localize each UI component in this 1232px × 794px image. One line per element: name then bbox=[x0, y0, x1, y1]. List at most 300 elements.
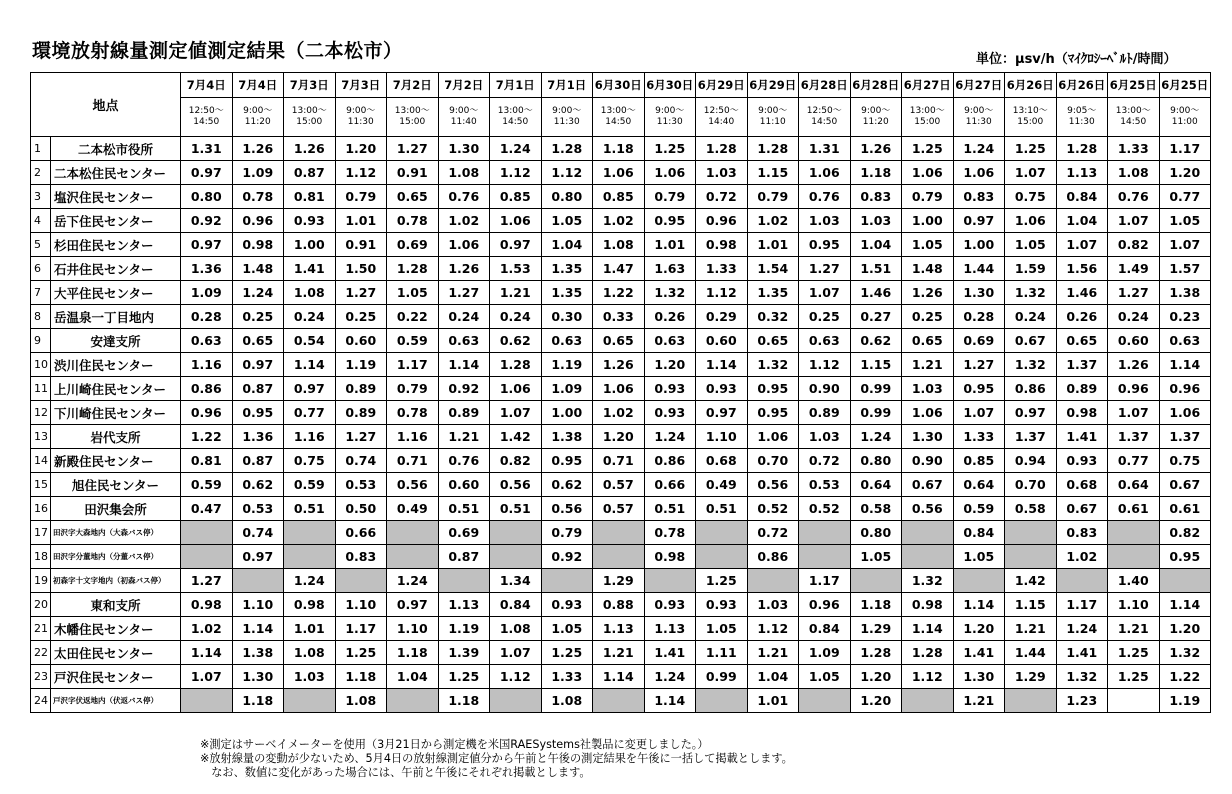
dose-value: 0.78 bbox=[232, 185, 284, 209]
dose-value: 0.68 bbox=[1056, 473, 1108, 497]
dose-value: 0.56 bbox=[387, 473, 439, 497]
dose-value: 1.59 bbox=[1005, 257, 1057, 281]
time-end: 15:00 bbox=[1017, 117, 1044, 127]
dose-value: 0.57 bbox=[593, 497, 645, 521]
location-name: 戸沢住民センター bbox=[51, 665, 181, 689]
dose-value: 1.02 bbox=[747, 209, 799, 233]
dose-value: 0.96 bbox=[232, 209, 284, 233]
dose-value: 0.65 bbox=[747, 329, 799, 353]
dose-value: 0.71 bbox=[593, 449, 645, 473]
dose-value: 0.92 bbox=[438, 377, 490, 401]
dose-value: 1.14 bbox=[232, 617, 284, 641]
point-header: 地点 bbox=[31, 73, 181, 137]
dose-value: 1.21 bbox=[902, 353, 954, 377]
dose-value: 1.12 bbox=[902, 665, 954, 689]
dose-value: 1.01 bbox=[644, 233, 696, 257]
dose-value: 1.25 bbox=[1005, 137, 1057, 161]
dose-value bbox=[1005, 689, 1057, 713]
dose-value: 1.16 bbox=[181, 353, 233, 377]
dose-value: 1.41 bbox=[644, 641, 696, 665]
dose-value: 0.97 bbox=[232, 353, 284, 377]
location-name: 岳下住民センター bbox=[51, 209, 181, 233]
dose-value: 1.07 bbox=[490, 641, 542, 665]
dose-value: 0.72 bbox=[747, 521, 799, 545]
time-start: 9:00～ bbox=[758, 106, 788, 116]
dose-value: 0.79 bbox=[747, 185, 799, 209]
dose-value bbox=[799, 545, 851, 569]
dose-value: 1.06 bbox=[593, 161, 645, 185]
dose-value: 0.96 bbox=[1159, 377, 1211, 401]
dose-value: 1.42 bbox=[490, 425, 542, 449]
dose-value bbox=[284, 521, 336, 545]
dose-value: 1.24 bbox=[644, 665, 696, 689]
dose-value: 0.58 bbox=[850, 497, 902, 521]
dose-value: 1.09 bbox=[181, 281, 233, 305]
dose-value: 0.30 bbox=[541, 305, 593, 329]
dose-value: 0.33 bbox=[593, 305, 645, 329]
dose-value: 1.12 bbox=[490, 665, 542, 689]
dose-value: 0.74 bbox=[335, 449, 387, 473]
dose-value: 1.03 bbox=[284, 665, 336, 689]
row-number: 6 bbox=[31, 257, 51, 281]
dose-value: 1.23 bbox=[1056, 689, 1108, 713]
time-header bbox=[644, 98, 696, 137]
dose-value: 1.14 bbox=[1159, 353, 1211, 377]
dose-value: 1.08 bbox=[1108, 161, 1160, 185]
dose-value: 0.24 bbox=[438, 305, 490, 329]
dose-value: 0.72 bbox=[696, 185, 748, 209]
dose-value: 1.20 bbox=[1159, 617, 1211, 641]
dose-value: 1.41 bbox=[1056, 641, 1108, 665]
dose-value: 1.26 bbox=[1108, 353, 1160, 377]
date-header: 7月4日 bbox=[232, 73, 284, 98]
dose-value: 1.32 bbox=[1005, 281, 1057, 305]
dose-value: 1.27 bbox=[953, 353, 1005, 377]
dose-value: 0.67 bbox=[902, 473, 954, 497]
dose-value: 0.59 bbox=[387, 329, 439, 353]
dose-value bbox=[541, 569, 593, 593]
dose-value bbox=[438, 569, 490, 593]
dose-value: 1.07 bbox=[1159, 233, 1211, 257]
dose-value: 1.21 bbox=[490, 281, 542, 305]
notes bbox=[200, 738, 793, 780]
dose-value: 0.79 bbox=[335, 185, 387, 209]
dose-value: 0.26 bbox=[1056, 305, 1108, 329]
time-end: 11:40 bbox=[450, 117, 477, 127]
dose-value: 0.71 bbox=[387, 449, 439, 473]
dose-value: 0.62 bbox=[541, 473, 593, 497]
dose-value: 0.86 bbox=[747, 545, 799, 569]
dose-value: 1.27 bbox=[799, 257, 851, 281]
dose-value: 0.59 bbox=[181, 473, 233, 497]
dose-value: 1.20 bbox=[335, 137, 387, 161]
table-row bbox=[31, 161, 1211, 185]
dose-value: 1.07 bbox=[490, 401, 542, 425]
dose-value: 0.82 bbox=[1108, 233, 1160, 257]
dose-value: 1.20 bbox=[593, 425, 645, 449]
time-header bbox=[438, 98, 490, 137]
time-header bbox=[799, 98, 851, 137]
dose-value: 1.30 bbox=[232, 665, 284, 689]
dose-value: 1.15 bbox=[850, 353, 902, 377]
date-header: 7月1日 bbox=[490, 73, 542, 98]
dose-value: 0.80 bbox=[541, 185, 593, 209]
dose-value: 1.37 bbox=[1005, 425, 1057, 449]
dose-value: 0.83 bbox=[335, 545, 387, 569]
dose-value: 1.54 bbox=[747, 257, 799, 281]
dose-value bbox=[696, 521, 748, 545]
dose-value: 0.93 bbox=[644, 377, 696, 401]
dose-value: 0.98 bbox=[181, 593, 233, 617]
row-number: 5 bbox=[31, 233, 51, 257]
dose-value: 1.26 bbox=[850, 137, 902, 161]
dose-value: 1.00 bbox=[541, 401, 593, 425]
dose-value: 1.24 bbox=[490, 137, 542, 161]
dose-value: 1.46 bbox=[850, 281, 902, 305]
dose-value: 1.06 bbox=[902, 161, 954, 185]
dose-value: 1.10 bbox=[1108, 593, 1160, 617]
dose-value: 0.60 bbox=[438, 473, 490, 497]
dose-value: 1.05 bbox=[850, 545, 902, 569]
dose-value: 1.28 bbox=[541, 137, 593, 161]
table-row bbox=[31, 281, 1211, 305]
dose-value: 1.08 bbox=[541, 689, 593, 713]
dose-value bbox=[644, 569, 696, 593]
dose-value: 0.27 bbox=[850, 305, 902, 329]
time-start: 13:10～ bbox=[1012, 106, 1048, 116]
dose-value: 1.53 bbox=[490, 257, 542, 281]
dose-value: 0.97 bbox=[387, 593, 439, 617]
dose-value: 0.76 bbox=[438, 449, 490, 473]
dose-value: 0.56 bbox=[541, 497, 593, 521]
dose-value: 1.38 bbox=[541, 425, 593, 449]
date-header: 6月30日 bbox=[593, 73, 645, 98]
row-number: 23 bbox=[31, 665, 51, 689]
dose-value: 1.01 bbox=[747, 233, 799, 257]
dose-value: 1.13 bbox=[644, 617, 696, 641]
location-name: 太田住民センター bbox=[51, 641, 181, 665]
dose-value: 0.49 bbox=[387, 497, 439, 521]
dose-value: 1.06 bbox=[1159, 401, 1211, 425]
dose-value: 1.47 bbox=[593, 257, 645, 281]
dose-value: 1.13 bbox=[593, 617, 645, 641]
location-name: 大平住民センター bbox=[51, 281, 181, 305]
time-end: 14:50 bbox=[605, 117, 632, 127]
dose-value: 0.93 bbox=[1056, 449, 1108, 473]
table-row bbox=[31, 665, 1211, 689]
dose-value: 1.22 bbox=[1159, 665, 1211, 689]
measurement-table bbox=[30, 72, 1211, 713]
time-header bbox=[1005, 98, 1057, 137]
dose-value: 0.98 bbox=[284, 593, 336, 617]
time-header bbox=[284, 98, 336, 137]
dose-value: 1.21 bbox=[953, 689, 1005, 713]
row-number: 13 bbox=[31, 425, 51, 449]
dose-value: 0.89 bbox=[438, 401, 490, 425]
dose-value: 1.18 bbox=[232, 689, 284, 713]
dose-value: 1.20 bbox=[644, 353, 696, 377]
dose-value: 1.05 bbox=[387, 281, 439, 305]
dose-value: 1.08 bbox=[284, 281, 336, 305]
dose-value: 0.95 bbox=[1159, 545, 1211, 569]
dose-value: 1.04 bbox=[850, 233, 902, 257]
dose-value: 1.33 bbox=[696, 257, 748, 281]
dose-value: 0.52 bbox=[799, 497, 851, 521]
dose-value bbox=[696, 545, 748, 569]
dose-value: 1.26 bbox=[902, 281, 954, 305]
date-header: 7月3日 bbox=[335, 73, 387, 98]
dose-value bbox=[593, 689, 645, 713]
time-start: 9:00～ bbox=[346, 106, 376, 116]
location-name: 二本松市役所 bbox=[51, 137, 181, 161]
dose-value: 0.24 bbox=[1005, 305, 1057, 329]
dose-value: 0.96 bbox=[1108, 377, 1160, 401]
time-start: 9:00～ bbox=[449, 106, 479, 116]
dose-value: 1.14 bbox=[644, 689, 696, 713]
row-number: 3 bbox=[31, 185, 51, 209]
dose-value: 0.84 bbox=[953, 521, 1005, 545]
dose-value: 0.25 bbox=[799, 305, 851, 329]
dose-value: 1.04 bbox=[541, 233, 593, 257]
dose-value: 1.42 bbox=[1005, 569, 1057, 593]
date-header: 7月4日 bbox=[181, 73, 233, 98]
dose-value bbox=[799, 689, 851, 713]
dose-value: 1.08 bbox=[593, 233, 645, 257]
time-start: 13:00～ bbox=[291, 106, 327, 116]
table-row bbox=[31, 497, 1211, 521]
dose-value: 1.12 bbox=[541, 161, 593, 185]
dose-value: 0.77 bbox=[284, 401, 336, 425]
table-row bbox=[31, 425, 1211, 449]
dose-value: 0.67 bbox=[1005, 329, 1057, 353]
row-number: 7 bbox=[31, 281, 51, 305]
dose-value: 1.28 bbox=[1056, 137, 1108, 161]
time-header bbox=[181, 98, 233, 137]
dose-value: 1.12 bbox=[696, 281, 748, 305]
dose-value: 1.38 bbox=[232, 641, 284, 665]
dose-value bbox=[284, 689, 336, 713]
dose-value: 0.96 bbox=[799, 593, 851, 617]
table-row bbox=[31, 545, 1211, 569]
dose-value: 0.95 bbox=[799, 233, 851, 257]
dose-value: 0.87 bbox=[284, 161, 336, 185]
dose-value: 1.19 bbox=[335, 353, 387, 377]
dose-value: 1.11 bbox=[696, 641, 748, 665]
dose-value: 1.14 bbox=[902, 617, 954, 641]
dose-value: 1.40 bbox=[1108, 569, 1160, 593]
dose-value: 1.10 bbox=[387, 617, 439, 641]
dose-value: 1.04 bbox=[387, 665, 439, 689]
dose-value: 1.35 bbox=[541, 257, 593, 281]
dose-value: 1.25 bbox=[696, 569, 748, 593]
dose-value: 1.27 bbox=[335, 281, 387, 305]
table-row bbox=[31, 617, 1211, 641]
dose-value: 1.25 bbox=[902, 137, 954, 161]
dose-value bbox=[181, 521, 233, 545]
dose-value: 0.95 bbox=[953, 377, 1005, 401]
dose-value: 0.95 bbox=[232, 401, 284, 425]
dose-value: 0.85 bbox=[490, 185, 542, 209]
time-header bbox=[1108, 98, 1160, 137]
table-row bbox=[31, 353, 1211, 377]
dose-value: 1.20 bbox=[850, 689, 902, 713]
time-start: 12:50～ bbox=[703, 106, 739, 116]
row-number: 14 bbox=[31, 449, 51, 473]
row-number: 10 bbox=[31, 353, 51, 377]
date-header: 6月27日 bbox=[953, 73, 1005, 98]
dose-value: 1.50 bbox=[335, 257, 387, 281]
dose-value: 0.60 bbox=[696, 329, 748, 353]
dose-value: 1.30 bbox=[953, 665, 1005, 689]
dose-value: 0.97 bbox=[181, 161, 233, 185]
dose-value: 1.12 bbox=[490, 161, 542, 185]
dose-value: 1.13 bbox=[438, 593, 490, 617]
dose-value: 0.28 bbox=[953, 305, 1005, 329]
dose-value: 0.28 bbox=[181, 305, 233, 329]
dose-value: 0.96 bbox=[181, 401, 233, 425]
time-end: 11:20 bbox=[862, 117, 889, 127]
location-name: 二本松住民センター bbox=[51, 161, 181, 185]
dose-value: 0.99 bbox=[850, 377, 902, 401]
dose-value: 1.09 bbox=[799, 641, 851, 665]
dose-value: 1.30 bbox=[438, 137, 490, 161]
dose-value: 1.27 bbox=[335, 425, 387, 449]
dose-value bbox=[747, 569, 799, 593]
time-end: 11:30 bbox=[347, 117, 374, 127]
dose-value: 1.02 bbox=[181, 617, 233, 641]
dose-value: 1.24 bbox=[850, 425, 902, 449]
dose-value: 1.32 bbox=[1005, 353, 1057, 377]
time-header bbox=[387, 98, 439, 137]
dose-value: 1.41 bbox=[1056, 425, 1108, 449]
dose-value: 1.12 bbox=[747, 617, 799, 641]
dose-value: 1.07 bbox=[1108, 401, 1160, 425]
time-header bbox=[696, 98, 748, 137]
dose-value: 0.51 bbox=[644, 497, 696, 521]
dose-value: 0.65 bbox=[902, 329, 954, 353]
table-row bbox=[31, 257, 1211, 281]
dose-value: 1.28 bbox=[902, 641, 954, 665]
time-end: 15:00 bbox=[399, 117, 426, 127]
time-start: 9:00～ bbox=[243, 106, 273, 116]
dose-value: 0.85 bbox=[593, 185, 645, 209]
time-header bbox=[541, 98, 593, 137]
dose-value: 1.05 bbox=[902, 233, 954, 257]
dose-value: 0.29 bbox=[696, 305, 748, 329]
dose-value bbox=[181, 689, 233, 713]
dose-value: 1.06 bbox=[953, 161, 1005, 185]
time-header bbox=[902, 98, 954, 137]
dose-value: 0.91 bbox=[335, 233, 387, 257]
dose-value: 0.79 bbox=[387, 377, 439, 401]
dose-value: 1.18 bbox=[387, 641, 439, 665]
location-name: 田沢字分董地内（分董バス停） bbox=[51, 545, 181, 569]
dose-value: 1.10 bbox=[335, 593, 387, 617]
dose-value: 1.04 bbox=[1056, 209, 1108, 233]
row-number: 9 bbox=[31, 329, 51, 353]
dose-value: 1.21 bbox=[1108, 617, 1160, 641]
dose-value: 1.05 bbox=[799, 665, 851, 689]
dose-value: 1.12 bbox=[799, 353, 851, 377]
dose-value bbox=[593, 521, 645, 545]
dose-value: 0.74 bbox=[232, 521, 284, 545]
dose-value: 1.09 bbox=[541, 377, 593, 401]
dose-value bbox=[1005, 545, 1057, 569]
dose-value: 1.02 bbox=[593, 401, 645, 425]
dose-value: 0.93 bbox=[696, 377, 748, 401]
dose-value: 0.75 bbox=[1005, 185, 1057, 209]
dose-value: 1.14 bbox=[593, 665, 645, 689]
dose-value: 0.92 bbox=[541, 545, 593, 569]
time-end: 14:50 bbox=[502, 117, 529, 127]
dose-value bbox=[490, 545, 542, 569]
time-header bbox=[1159, 98, 1211, 137]
location-name: 田沢集会所 bbox=[51, 497, 181, 521]
dose-value: 0.89 bbox=[1056, 377, 1108, 401]
dose-value: 0.95 bbox=[541, 449, 593, 473]
dose-value: 1.37 bbox=[1159, 425, 1211, 449]
dose-value: 1.05 bbox=[541, 617, 593, 641]
dose-value: 0.65 bbox=[387, 185, 439, 209]
dose-value: 0.98 bbox=[644, 545, 696, 569]
table-row bbox=[31, 137, 1211, 161]
dose-value: 1.08 bbox=[284, 641, 336, 665]
time-header bbox=[747, 98, 799, 137]
dose-value: 0.69 bbox=[387, 233, 439, 257]
dose-value: 0.26 bbox=[644, 305, 696, 329]
dose-value: 1.18 bbox=[438, 689, 490, 713]
dose-value: 1.27 bbox=[1108, 281, 1160, 305]
dose-value: 0.64 bbox=[953, 473, 1005, 497]
location-name: 木幡住民センター bbox=[51, 617, 181, 641]
dose-value: 1.00 bbox=[953, 233, 1005, 257]
dose-value: 1.13 bbox=[1056, 161, 1108, 185]
dose-value bbox=[696, 689, 748, 713]
dose-value: 0.22 bbox=[387, 305, 439, 329]
dose-value: 1.24 bbox=[284, 569, 336, 593]
dose-value: 1.08 bbox=[438, 161, 490, 185]
dose-value: 1.21 bbox=[747, 641, 799, 665]
dose-value: 0.78 bbox=[387, 401, 439, 425]
dose-value: 1.21 bbox=[438, 425, 490, 449]
dose-value bbox=[902, 521, 954, 545]
row-number: 24 bbox=[31, 689, 51, 713]
dose-value: 1.26 bbox=[284, 137, 336, 161]
dose-value: 1.06 bbox=[490, 209, 542, 233]
time-start: 9:05～ bbox=[1067, 106, 1097, 116]
dose-value: 1.06 bbox=[747, 425, 799, 449]
dose-value: 0.61 bbox=[1108, 497, 1160, 521]
dose-value: 1.28 bbox=[696, 137, 748, 161]
dose-value: 1.29 bbox=[593, 569, 645, 593]
dose-value: 1.09 bbox=[232, 161, 284, 185]
dose-value: 0.75 bbox=[1159, 449, 1211, 473]
dose-value: 0.63 bbox=[541, 329, 593, 353]
dose-value bbox=[1108, 521, 1160, 545]
time-header bbox=[953, 98, 1005, 137]
dose-value: 0.59 bbox=[953, 497, 1005, 521]
dose-value bbox=[1005, 521, 1057, 545]
dose-value: 0.58 bbox=[1005, 497, 1057, 521]
time-end: 11:00 bbox=[1171, 117, 1198, 127]
dose-value: 1.05 bbox=[541, 209, 593, 233]
dose-value: 0.96 bbox=[696, 209, 748, 233]
dose-value: 0.53 bbox=[335, 473, 387, 497]
dose-value: 1.19 bbox=[1159, 689, 1211, 713]
dose-value: 0.98 bbox=[902, 593, 954, 617]
dose-value: 1.22 bbox=[593, 281, 645, 305]
dose-value: 0.84 bbox=[490, 593, 542, 617]
